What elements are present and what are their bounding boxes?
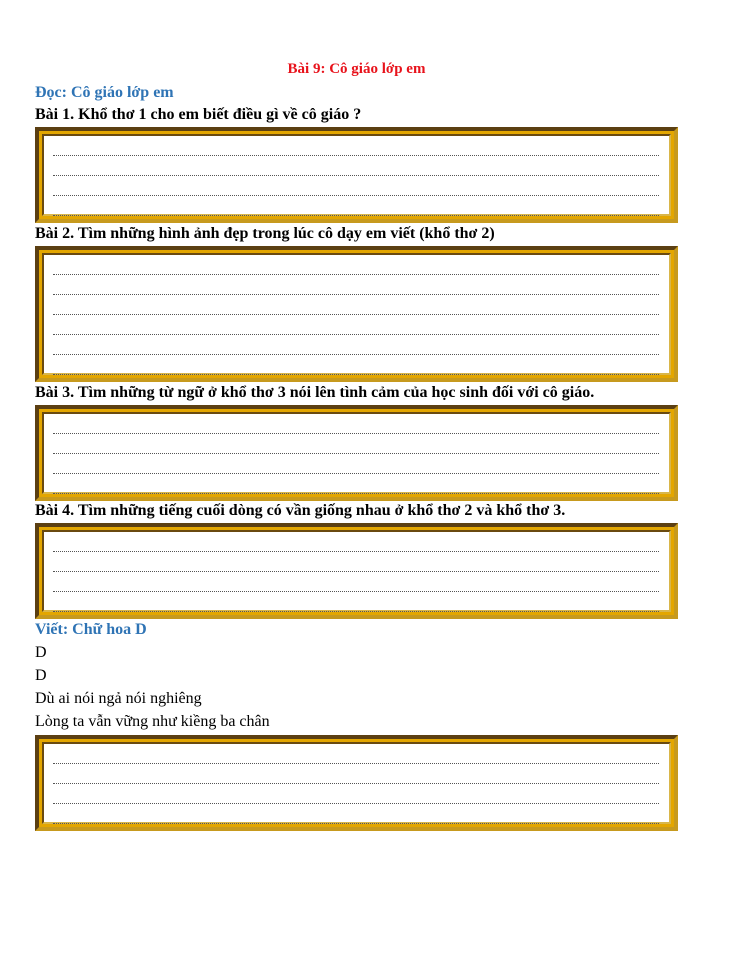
question-1-label: Bài 1. Khổ thơ 1 cho em biết điều gì về cô giáo ? <box>35 106 362 123</box>
dotted-write-line[interactable] <box>53 744 659 764</box>
dotted-write-line[interactable] <box>53 764 659 784</box>
question-3-label: Bài 3. Tìm những từ ngữ ở khổ thơ 3 nói lên tình cảm của học sinh đối với cô giáo. <box>35 384 595 401</box>
question-4-label: Bài 4. Tìm những tiếng cuối dòng có vần giống nhau ở khổ thơ 2 và khổ thơ 3. <box>35 502 566 519</box>
dotted-write-line[interactable] <box>53 156 659 176</box>
dotted-write-line[interactable] <box>53 454 659 474</box>
writing-line-1: D <box>35 644 47 661</box>
writing-line-4: Lòng ta vẫn vững như kiềng ba chân <box>35 713 270 730</box>
dotted-write-line[interactable] <box>53 804 659 824</box>
dotted-write-line[interactable] <box>53 434 659 454</box>
writing-line-2: D <box>35 667 47 684</box>
answer-box-2[interactable] <box>35 246 678 382</box>
dotted-write-line[interactable] <box>53 275 659 295</box>
writing-practice-box[interactable] <box>35 735 678 831</box>
answer-area[interactable] <box>42 412 671 494</box>
answer-box-4[interactable] <box>35 523 678 619</box>
answer-area[interactable] <box>42 742 671 824</box>
writing-line-3: Dù ai nói ngả nói nghiêng <box>35 690 202 707</box>
dotted-write-line[interactable] <box>53 136 659 156</box>
answer-area[interactable] <box>42 530 671 612</box>
dotted-write-line[interactable] <box>53 196 659 216</box>
dotted-write-line[interactable] <box>53 355 659 375</box>
answer-area[interactable] <box>42 134 671 216</box>
dotted-write-line[interactable] <box>53 315 659 335</box>
dotted-write-line[interactable] <box>53 572 659 592</box>
writing-heading: Viết: Chữ hoa D <box>35 621 147 638</box>
dotted-write-line[interactable] <box>53 335 659 355</box>
dotted-write-line[interactable] <box>53 592 659 612</box>
answer-box-3[interactable] <box>35 405 678 501</box>
question-2-label: Bài 2. Tìm những hình ảnh đẹp trong lúc cô dạy em viết (khổ thơ 2) <box>35 225 495 242</box>
dotted-write-line[interactable] <box>53 414 659 434</box>
dotted-write-line[interactable] <box>53 474 659 494</box>
answer-box-1[interactable] <box>35 127 678 223</box>
dotted-write-line[interactable] <box>53 255 659 275</box>
dotted-write-line[interactable] <box>53 295 659 315</box>
dotted-write-line[interactable] <box>53 532 659 552</box>
dotted-write-line[interactable] <box>53 784 659 804</box>
dotted-write-line[interactable] <box>53 176 659 196</box>
answer-area[interactable] <box>42 253 671 375</box>
reading-heading: Đọc: Cô giáo lớp em <box>35 84 174 101</box>
dotted-write-line[interactable] <box>53 552 659 572</box>
page-title: Bài 9: Cô giáo lớp em <box>287 61 426 77</box>
